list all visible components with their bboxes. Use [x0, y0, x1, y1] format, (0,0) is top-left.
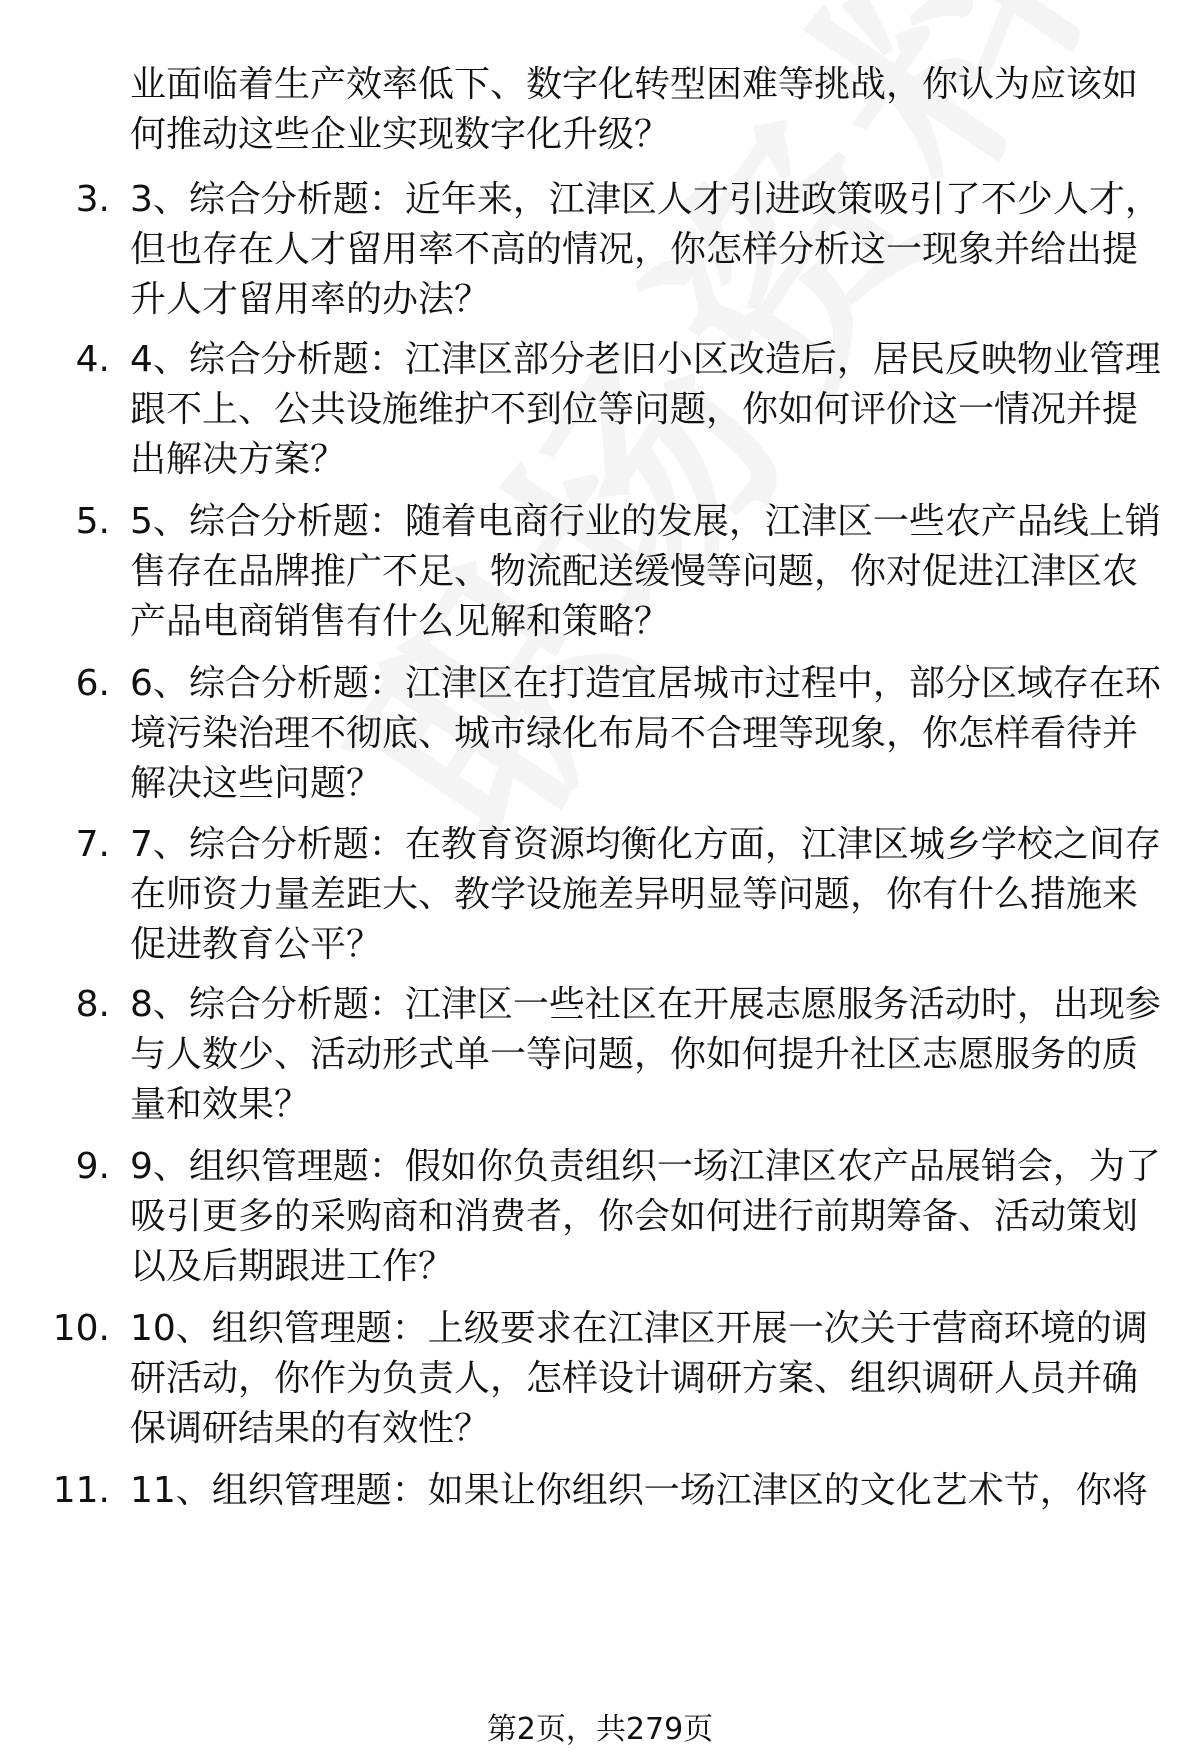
item-number: 3. — [75, 179, 110, 220]
text-line: 4、综合分析题：江津区部分老旧小区改造后，居民反映物业管理 — [130, 339, 1161, 380]
text-line: 3、综合分析题：近年来，江津区人才引进政策吸引了不少人才， — [130, 179, 1161, 220]
text-line: 何推动这些企业实现数字化升级？ — [130, 114, 671, 155]
text-line: 11、组织管理题：如果让你组织一场江津区的文化艺术节，你将 — [130, 1470, 1148, 1511]
text-line: 研活动，你作为负责人，怎样设计调研方案、组织调研人员并确 — [130, 1358, 1139, 1399]
text-line: 升人才留用率的办法？ — [130, 279, 491, 320]
question-text — [130, 497, 1170, 647]
text-line: 但也存在人才留用率不高的情况，你怎样分析这一现象并给出提 — [130, 229, 1139, 270]
page-footer: 第2页，共279页 — [486, 1712, 714, 1747]
question-text — [130, 1142, 1170, 1292]
item-number: 7. — [75, 824, 110, 865]
question-text — [130, 1466, 1170, 1516]
text-line: 业面临着生产效率低下、数字化转型困难等挑战，你认为应该如 — [130, 64, 1139, 105]
text-line: 7、综合分析题：在教育资源均衡化方面，江津区城乡学校之间存 — [130, 824, 1161, 865]
item-number: 5. — [75, 501, 110, 542]
text-line: 产品电商销售有什么见解和策略？ — [130, 601, 671, 642]
text-line: 9、组织管理题：假如你负责组织一场江津区农产品展销会，为了 — [130, 1146, 1161, 1187]
text-line: 解决这些问题？ — [130, 763, 383, 804]
item-number: 8. — [75, 984, 110, 1025]
text-line: 吸引更多的采购商和消费者，你会如何进行前期筹备、活动策划 — [130, 1196, 1139, 1237]
text-line: 促进教育公平？ — [130, 924, 383, 965]
text-line: 境污染治理不彻底、城市绿化布局不合理等现象，你怎样看待并 — [130, 713, 1139, 754]
question-text — [130, 1304, 1170, 1454]
text-line: 售存在品牌推广不足、物流配送缓慢等问题，你对促进江津区农 — [130, 551, 1139, 592]
text-line: 跟不上、公共设施维护不到位等问题，你如何评价这一情况并提 — [130, 389, 1139, 430]
text-line: 8、综合分析题：江津区一些社区在开展志愿服务活动时，出现参 — [130, 984, 1161, 1025]
question-text — [130, 980, 1170, 1130]
item-number: 6. — [75, 663, 110, 704]
question-text — [130, 175, 1170, 325]
text-line: 在师资力量差距大、教学设施差异明显等问题，你有什么措施来 — [130, 874, 1139, 915]
text-line: 10、组织管理题：上级要求在江津区开展一次关于营商环境的调 — [130, 1308, 1148, 1349]
text-line: 出解决方案？ — [130, 439, 347, 480]
text-line: 以及后期跟进工作？ — [130, 1246, 455, 1287]
text-line: 与人数少、活动形式单一等问题，你如何提升社区志愿服务的质 — [130, 1034, 1139, 1075]
item-number: 9. — [75, 1146, 110, 1187]
item-number: 11. — [52, 1470, 110, 1511]
text-line: 量和效果？ — [130, 1084, 311, 1125]
question-text — [130, 820, 1170, 970]
item-number: 4. — [75, 339, 110, 380]
text-line: 保调研结果的有效性？ — [130, 1408, 491, 1449]
question-text — [130, 335, 1170, 485]
text-line: 5、综合分析题：随着电商行业的发展，江津区一些农产品线上销 — [130, 501, 1161, 542]
question-text — [130, 659, 1170, 809]
item-number: 10. — [52, 1308, 110, 1349]
text-line: 6、综合分析题：江津区在打造宜居城市过程中，部分区域存在环 — [130, 663, 1161, 704]
